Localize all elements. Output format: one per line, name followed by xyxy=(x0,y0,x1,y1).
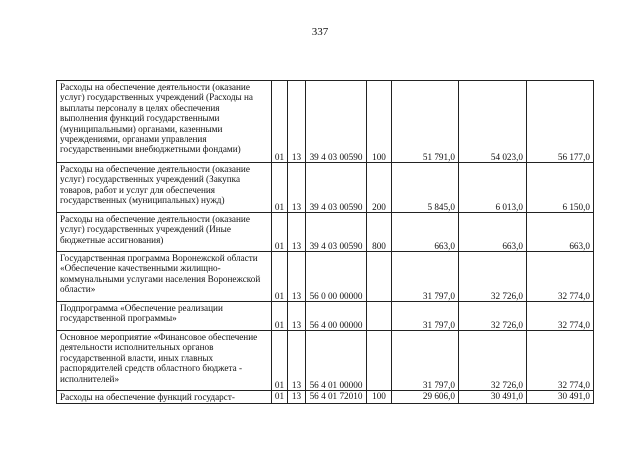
sum-year2-cell: 32 726,0 xyxy=(459,252,527,302)
expense-type-cell xyxy=(367,302,392,331)
expense-type-cell: 200 xyxy=(367,163,392,213)
table-row xyxy=(57,163,594,213)
expense-name-cell: Государственная программа Воронежской области «Обеспечение качественными жилищно-коммунальными услугами населения Воронежской области» xyxy=(57,252,272,302)
subsection-code-cell: 13 xyxy=(288,163,306,213)
expense-name-cell: Расходы на обеспечение деятельности (оказание услуг) государственных учреждений (Расходы на выплаты персоналу в целях обеспечения выполнения функций государственными (муниципальными) органами, казенными учреждениями, органами управления государственными внебюджетными фондами) xyxy=(57,81,272,163)
expense-type-cell: 800 xyxy=(367,213,392,252)
sum-year3-cell: 30 491,0 xyxy=(527,391,594,404)
table-row xyxy=(57,302,594,331)
subsection-code-cell: 13 xyxy=(288,213,306,252)
sum-year2-cell: 30 491,0 xyxy=(459,391,527,404)
sum-year1-cell: 29 606,0 xyxy=(392,391,459,404)
sum-year3-cell: 56 177,0 xyxy=(527,81,594,163)
section-code-cell: 01 xyxy=(272,252,288,302)
target-article-cell: 56 4 01 00000 xyxy=(306,331,367,391)
sum-year3-cell: 32 774,0 xyxy=(527,302,594,331)
expense-name-cell: Основное мероприятие «Финансовое обеспечение деятельности исполнительных органов государственной власти, иных главных распорядителей средств областного бюджета - исполнителей» xyxy=(57,331,272,391)
sum-year3-cell: 6 150,0 xyxy=(527,163,594,213)
section-code-cell: 01 xyxy=(272,163,288,213)
expense-name-cell: Расходы на обеспечение деятельности (оказание услуг) государственных учреждений (Закупка товаров, работ и услуг для обеспечения государственных (муниципальных) нужд) xyxy=(57,163,272,213)
subsection-code-cell: 13 xyxy=(288,81,306,163)
page-number: 337 xyxy=(311,26,329,38)
target-article-cell: 39 4 03 00590 xyxy=(306,81,367,163)
budget-table xyxy=(56,80,594,404)
table-row xyxy=(57,391,594,404)
sum-year2-cell: 663,0 xyxy=(459,213,527,252)
expense-type-cell xyxy=(367,331,392,391)
target-article-cell: 56 4 01 72010 xyxy=(306,391,367,404)
target-article-cell: 56 0 00 00000 xyxy=(306,252,367,302)
sum-year1-cell: 663,0 xyxy=(392,213,459,252)
subsection-code-cell: 13 xyxy=(288,302,306,331)
sum-year1-cell: 5 845,0 xyxy=(392,163,459,213)
table-row xyxy=(57,81,594,163)
expense-type-cell: 100 xyxy=(367,391,392,404)
sum-year3-cell: 32 774,0 xyxy=(527,252,594,302)
subsection-code-cell: 13 xyxy=(288,331,306,391)
sum-year2-cell: 54 023,0 xyxy=(459,81,527,163)
target-article-cell: 56 4 00 00000 xyxy=(306,302,367,331)
expense-name-cell: Подпрограмма «Обеспечение реализации государственной программы» xyxy=(57,302,272,331)
section-code-cell: 01 xyxy=(272,213,288,252)
section-code-cell: 01 xyxy=(272,302,288,331)
sum-year2-cell: 32 726,0 xyxy=(459,331,527,391)
table-row xyxy=(57,331,594,391)
table-row xyxy=(57,252,594,302)
sum-year1-cell: 51 791,0 xyxy=(392,81,459,163)
target-article-cell: 39 4 03 00590 xyxy=(306,213,367,252)
sum-year3-cell: 32 774,0 xyxy=(527,331,594,391)
subsection-code-cell: 13 xyxy=(288,252,306,302)
section-code-cell: 01 xyxy=(272,331,288,391)
sum-year2-cell: 32 726,0 xyxy=(459,302,527,331)
table-body xyxy=(57,81,594,404)
subsection-code-cell: 13 xyxy=(288,391,306,404)
table-row xyxy=(57,213,594,252)
expense-type-cell: 100 xyxy=(367,81,392,163)
sum-year1-cell: 31 797,0 xyxy=(392,252,459,302)
section-code-cell: 01 xyxy=(272,81,288,163)
expense-type-cell xyxy=(367,252,392,302)
expense-name-cell: Расходы на обеспечение деятельности (оказание услуг) государственных учреждений (Иные бюджетные ассигнования) xyxy=(57,213,272,252)
expense-name-cell: Расходы на обеспечение функций государст- xyxy=(57,391,272,404)
sum-year1-cell: 31 797,0 xyxy=(392,331,459,391)
sum-year1-cell: 31 797,0 xyxy=(392,302,459,331)
target-article-cell: 39 4 03 00590 xyxy=(306,163,367,213)
sum-year2-cell: 6 013,0 xyxy=(459,163,527,213)
section-code-cell: 01 xyxy=(272,391,288,404)
sum-year3-cell: 663,0 xyxy=(527,213,594,252)
